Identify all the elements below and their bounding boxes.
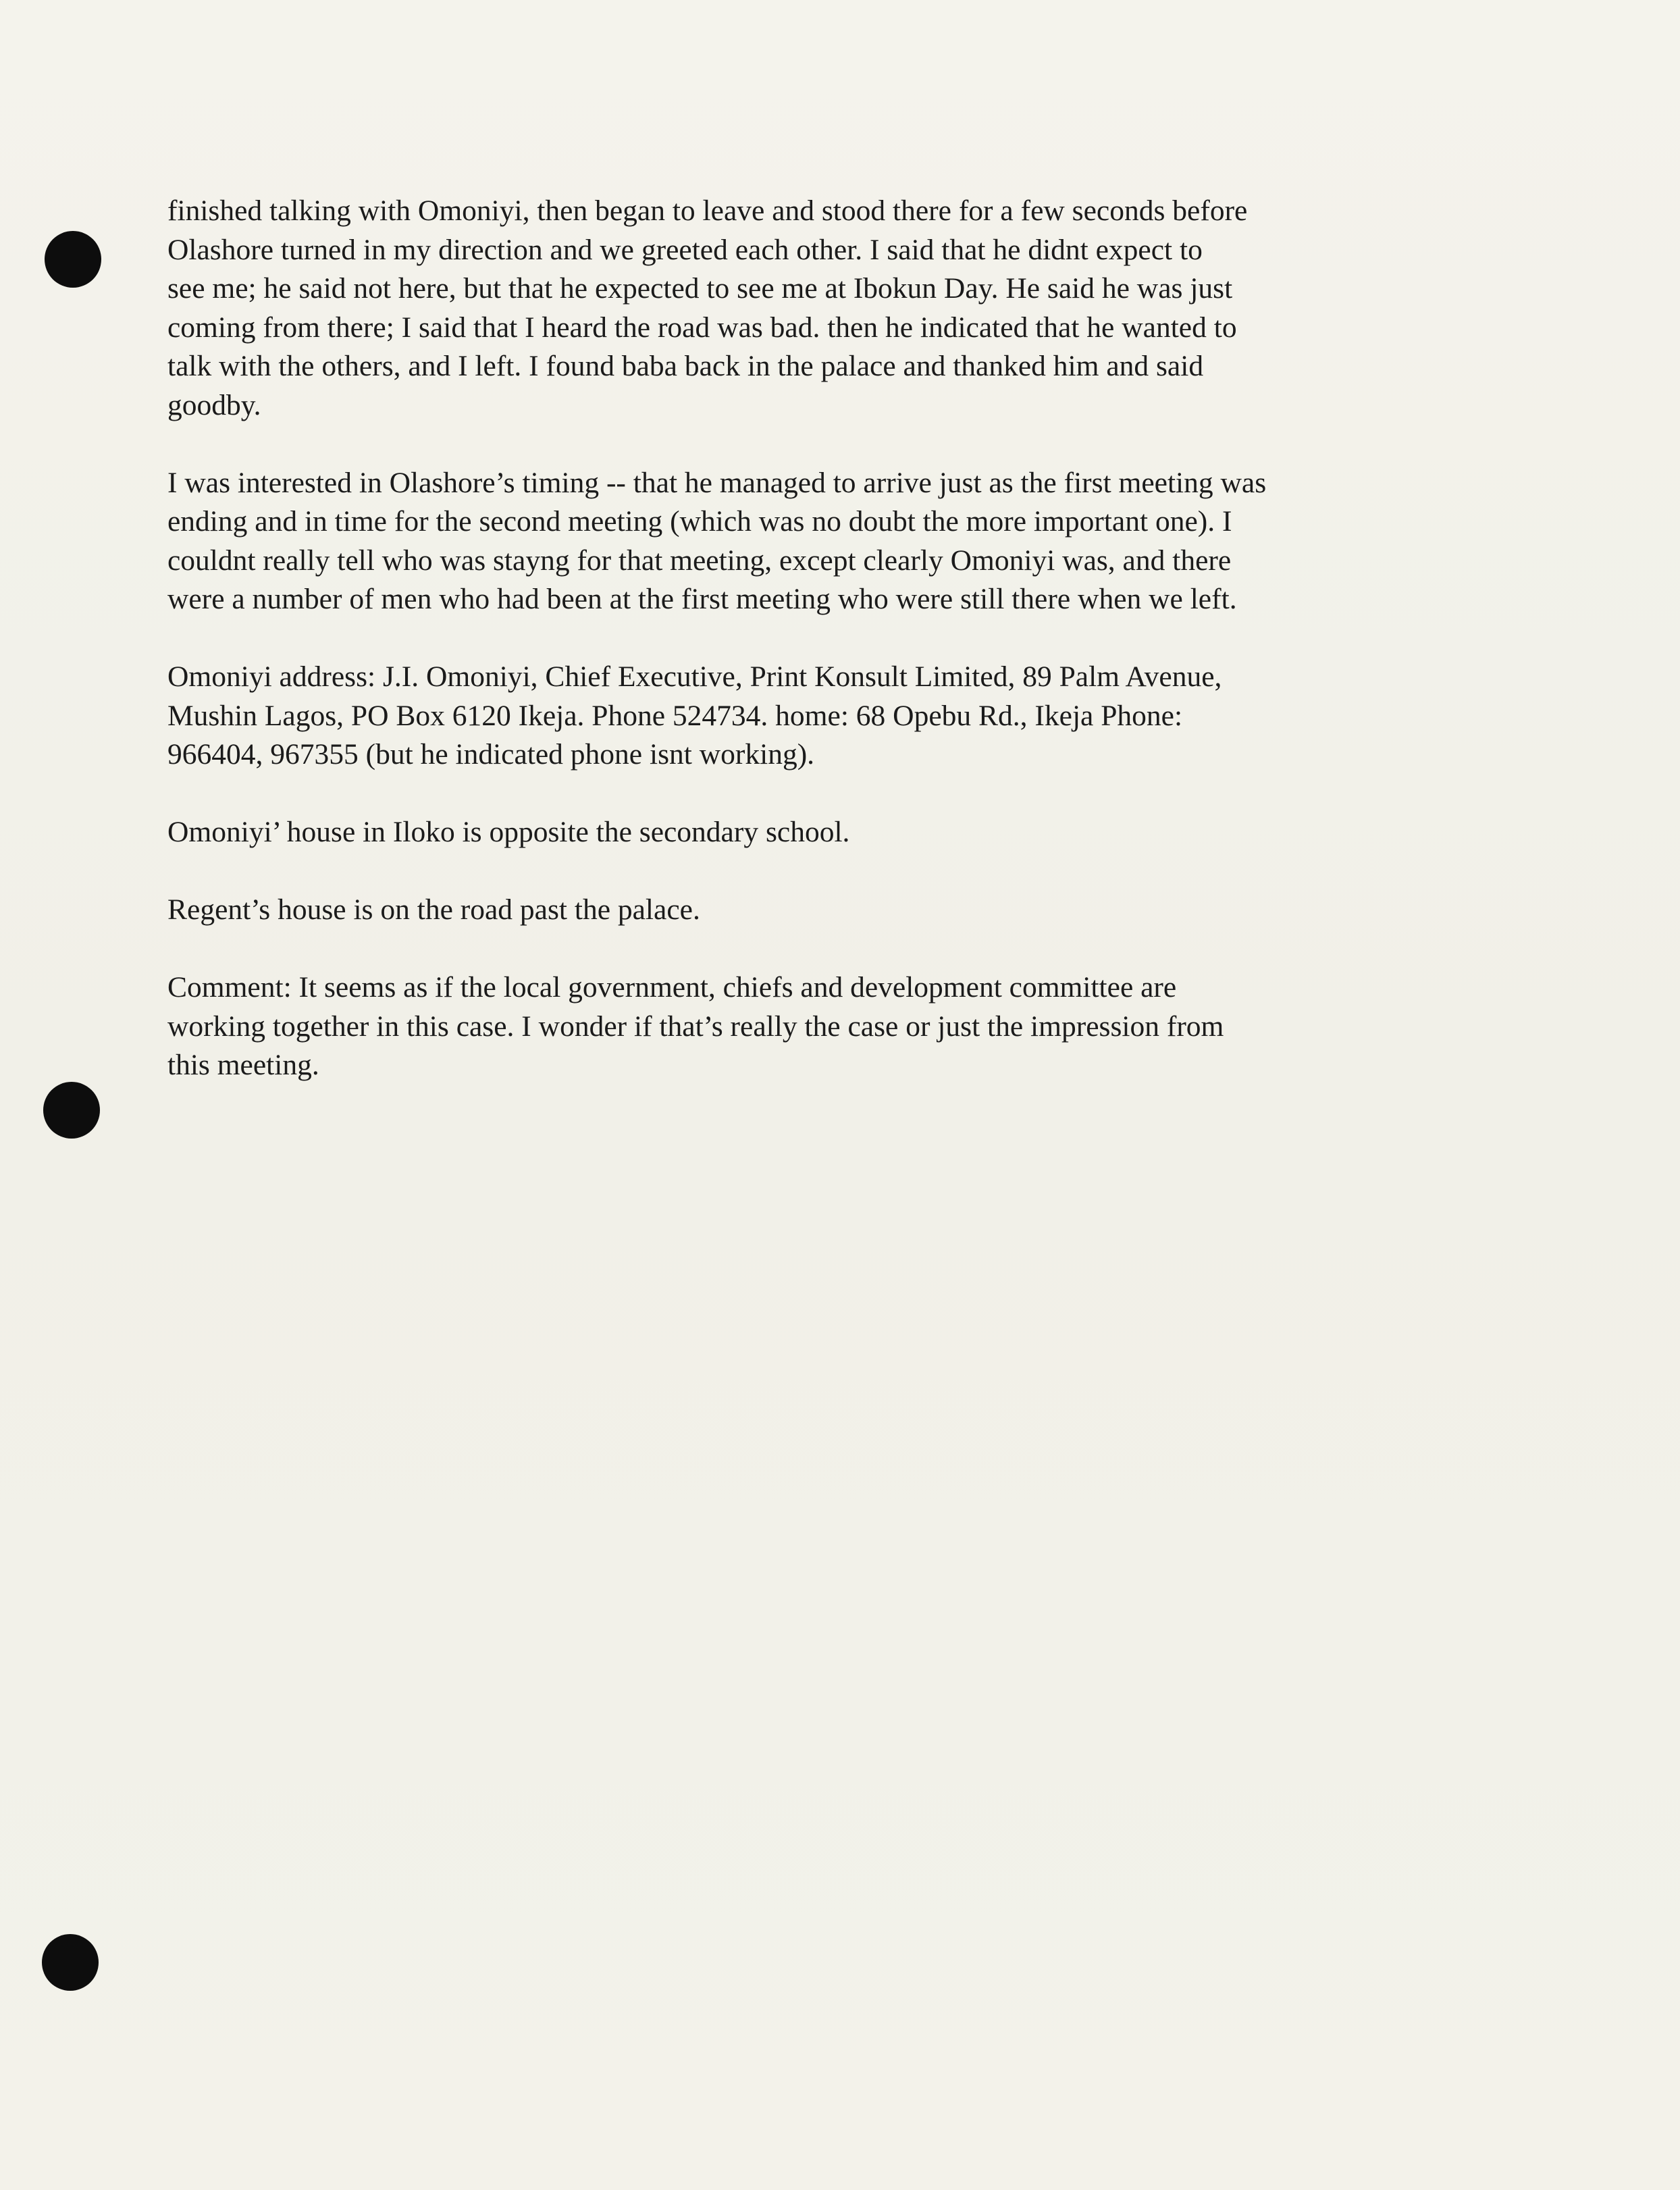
paragraph-olashore-timing: I was interested in Olashore’s timing -- that he managed to arrive just as the first meeting was ending and in time for the second meeting (which was no doubt the more important one). I couldnt really tell who was stayng for that meeting, except clearly Omoniyi was, and there were a number of men who had been at the first meeting who were still there when we left. — [167, 466, 1267, 615]
paragraph-omoniyi-address: Omoniyi address: J.I. Omoniyi, Chief Executive, Print Konsult Limited, 89 Palm Avenue, Mushin Lagos, PO Box 6120 Ikeja. Phone 524734. home: 68 Opebu Rd., Ikeja Phone: 966404, 967355 (but he indicated phone isnt working). — [167, 660, 1222, 771]
punch-hole-icon — [45, 231, 101, 288]
paragraph-regent-house: Regent’s house is on the road past the palace. — [167, 893, 700, 926]
paragraph-omoniyi-house: Omoniyi’ house in Iloko is opposite the secondary school. — [167, 816, 850, 848]
document-body — [167, 192, 1471, 1085]
paragraph-comment: Comment: It seems as if the local government, chiefs and development committee are working together in this case. I wonder if that’s really the case or just the impression from this meeting. — [167, 971, 1224, 1081]
paragraph-olashore-greeting: finished talking with Omoniyi, then began to leave and stood there for a few seconds before Olashore turned in my direction and we greeted each other. I said that he didnt expect to see me; he said not here, but that he expected to see me at Ibokun Day. He said he was just coming from there; I said that I heard the road was bad. then he indicated that he wanted to talk with the others, and I left. I found baba back in the palace and thanked him and said goodby. — [167, 194, 1248, 421]
punch-hole-icon — [43, 1082, 100, 1139]
punch-hole-icon — [42, 1934, 99, 1991]
